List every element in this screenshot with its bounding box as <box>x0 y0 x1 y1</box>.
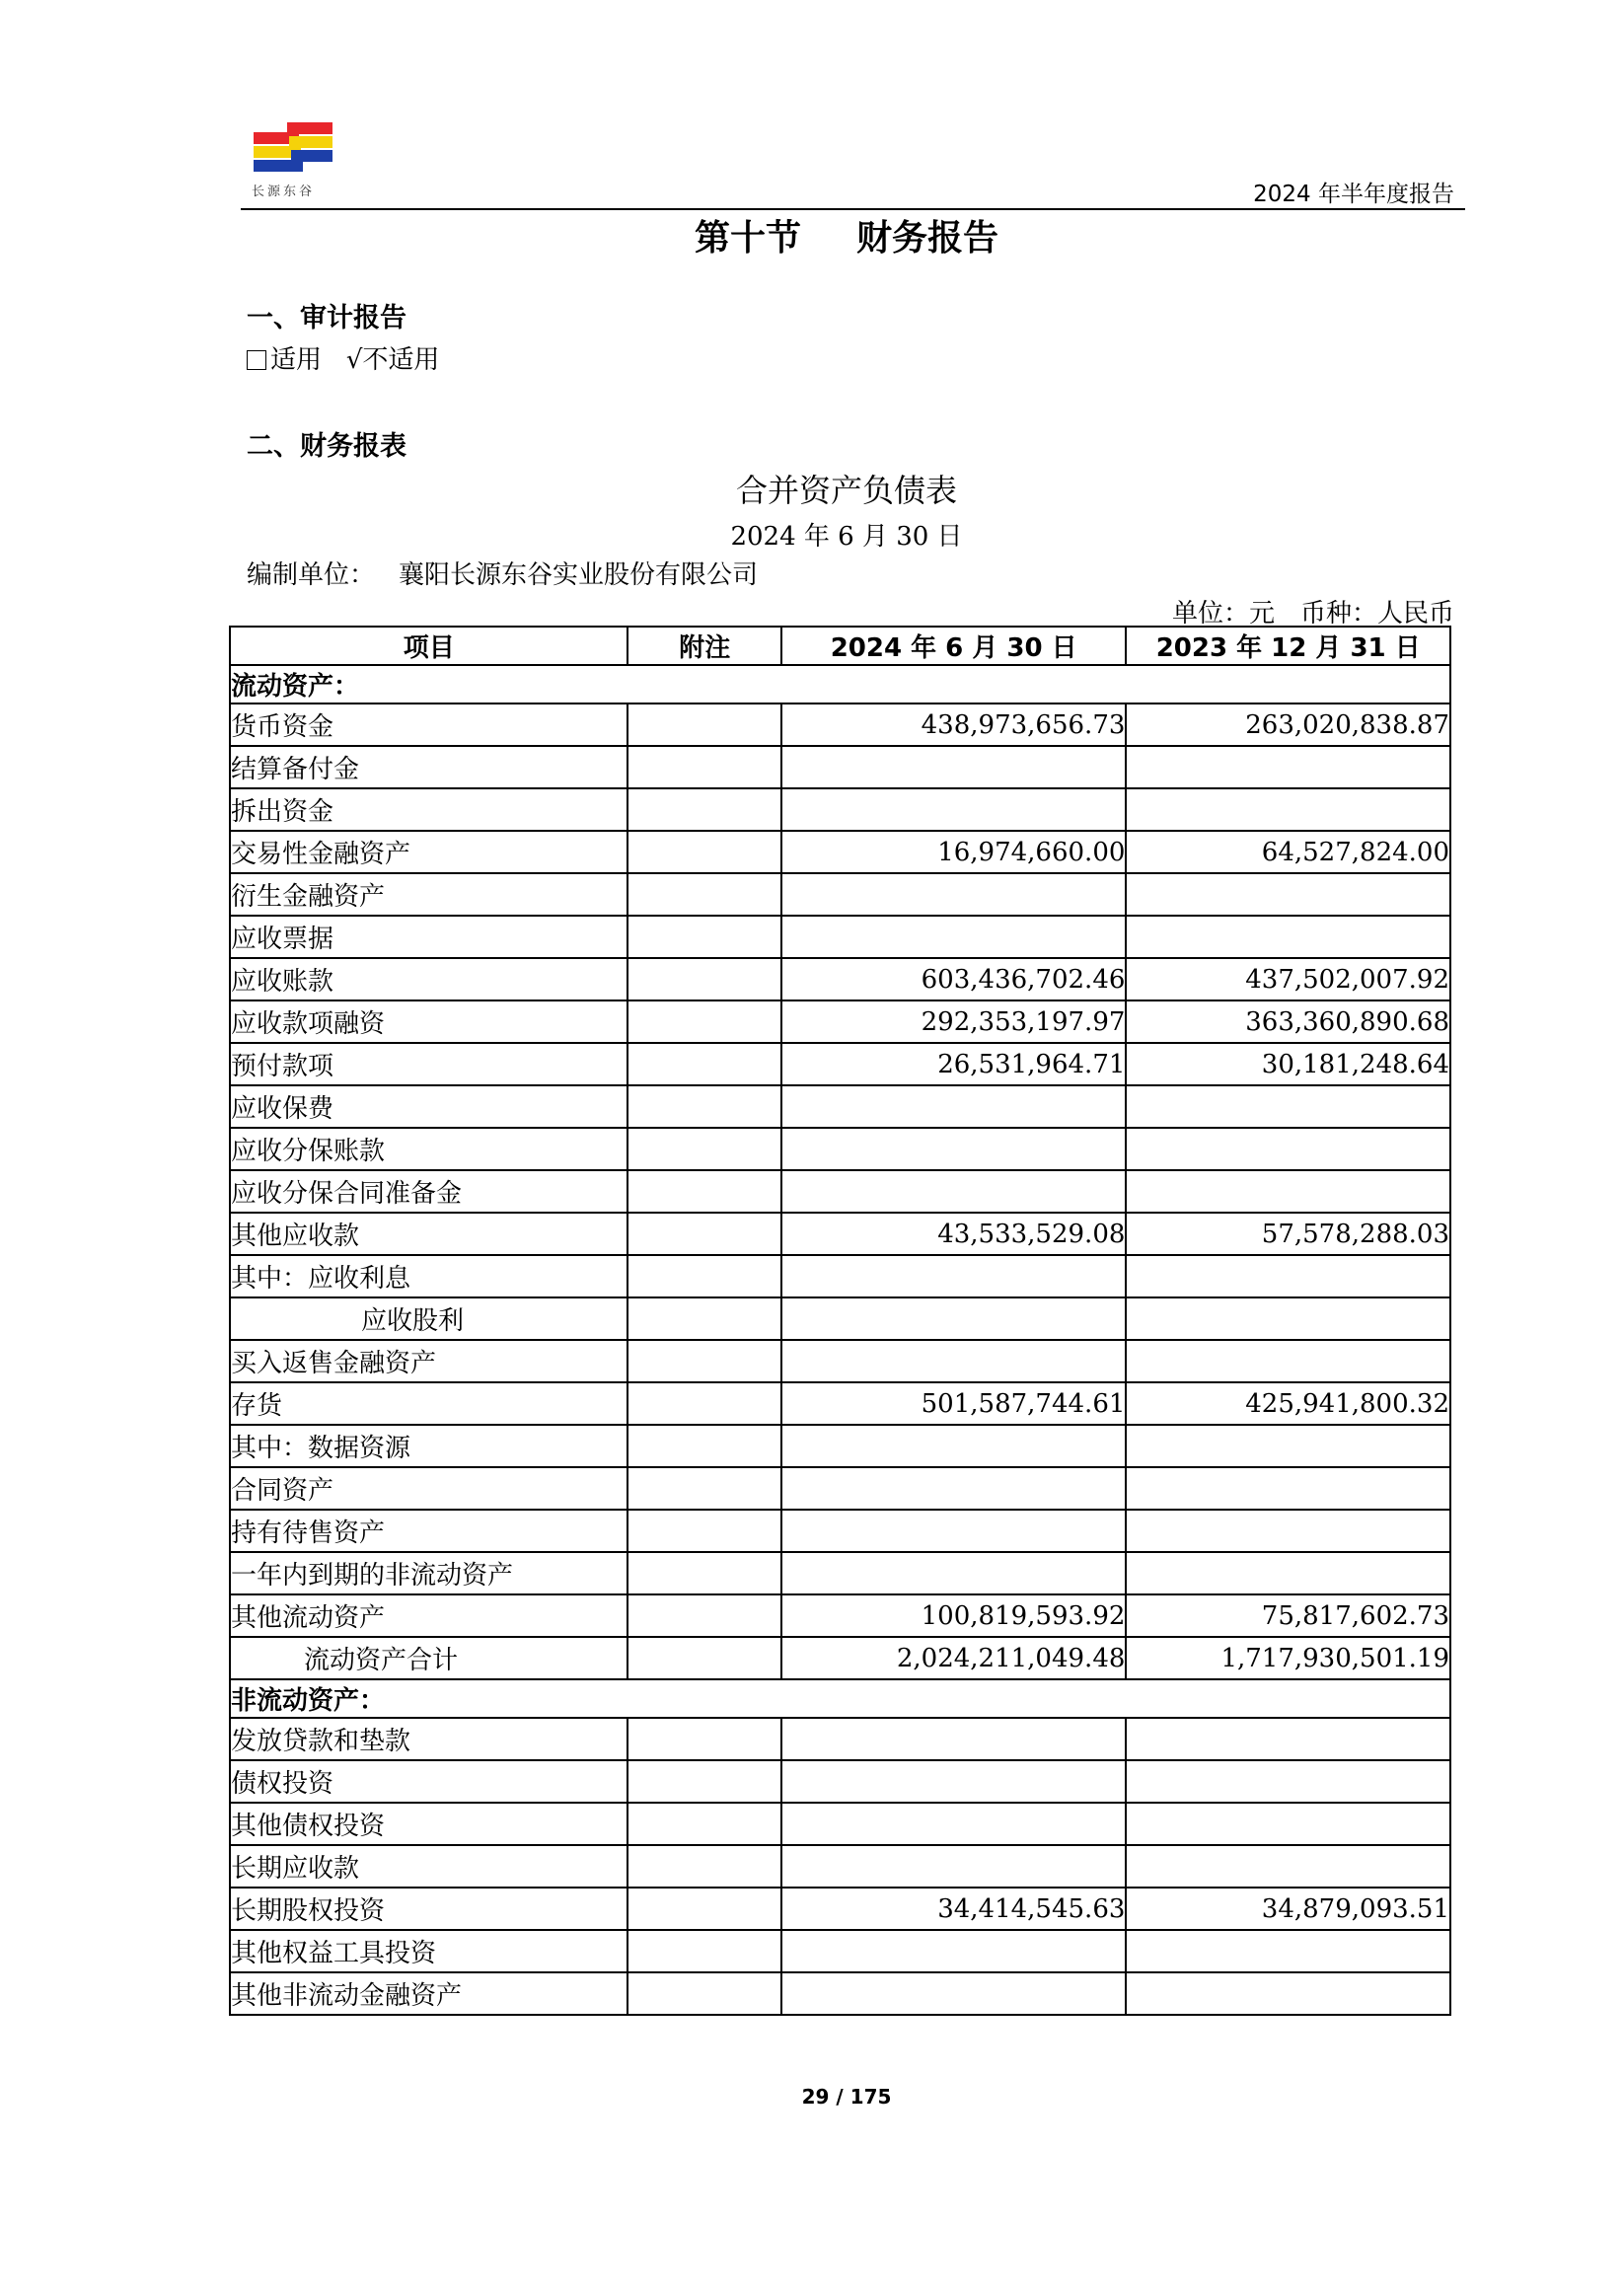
table-row <box>230 1128 1450 1170</box>
row-label: 长期股权投资 <box>230 1888 627 1930</box>
row-label: 合同资产 <box>230 1467 627 1510</box>
row-prior-value: 1,717,930,501.19 <box>1126 1637 1450 1679</box>
row-label: 应收票据 <box>230 916 627 958</box>
row-note <box>627 1425 780 1467</box>
table-row <box>230 1043 1450 1085</box>
row-current-value: 2,024,211,049.48 <box>781 1637 1126 1679</box>
row-prior-value: 57,578,288.03 <box>1126 1213 1450 1255</box>
table-row <box>230 958 1450 1000</box>
table-category-row <box>230 1679 1450 1718</box>
row-current-value <box>781 1803 1126 1845</box>
category-label: 流动资产： <box>230 665 1450 704</box>
row-current-value <box>781 1128 1126 1170</box>
table-body <box>230 665 1450 2015</box>
row-prior-value <box>1126 746 1450 788</box>
row-current-value: 501,587,744.61 <box>781 1382 1126 1425</box>
statements-heading: 二、财务报表 <box>247 431 406 462</box>
row-note <box>627 1930 780 1972</box>
row-prior-value: 75,817,602.73 <box>1126 1594 1450 1637</box>
table-header-row <box>230 627 1450 665</box>
row-prior-value: 34,879,093.51 <box>1126 1888 1450 1930</box>
row-prior-value <box>1126 1425 1450 1467</box>
row-label: 持有待售资产 <box>230 1510 627 1552</box>
row-label: 流动资产合计 <box>230 1637 627 1679</box>
row-current-value <box>781 1972 1126 2015</box>
table-row <box>230 1510 1450 1552</box>
row-current-value <box>781 1510 1126 1552</box>
table-row <box>230 1888 1450 1930</box>
row-current-value <box>781 746 1126 788</box>
row-note <box>627 1552 780 1594</box>
section-number: 第十节 <box>694 218 801 259</box>
row-prior-value <box>1126 1170 1450 1213</box>
row-note <box>627 1128 780 1170</box>
table-row <box>230 1930 1450 1972</box>
row-label: 其他债权投资 <box>230 1803 627 1845</box>
page-number: 29 / 175 <box>801 2085 892 2109</box>
balance-sheet-table <box>229 626 1451 2016</box>
row-prior-value <box>1126 1085 1450 1128</box>
table-category-row <box>230 665 1450 704</box>
header-current: 2024 年 6 月 30 日 <box>781 627 1126 665</box>
compiler <box>247 555 758 591</box>
row-current-value <box>781 1760 1126 1803</box>
row-current-value <box>781 1085 1126 1128</box>
row-prior-value <box>1126 1845 1450 1888</box>
row-note <box>627 1213 780 1255</box>
row-note <box>627 873 780 916</box>
row-note <box>627 1085 780 1128</box>
row-label: 其他流动资产 <box>230 1594 627 1637</box>
row-note <box>627 958 780 1000</box>
header-note: 附注 <box>627 627 780 665</box>
row-note <box>627 1637 780 1679</box>
row-prior-value <box>1126 873 1450 916</box>
row-prior-value: 263,020,838.87 <box>1126 704 1450 746</box>
table-title: 合并资产负债表 <box>735 472 957 509</box>
row-current-value: 26,531,964.71 <box>781 1043 1126 1085</box>
row-current-value <box>781 1552 1126 1594</box>
row-current-value: 438,973,656.73 <box>781 704 1126 746</box>
row-current-value <box>781 1170 1126 1213</box>
row-note <box>627 1510 780 1552</box>
row-current-value <box>781 1845 1126 1888</box>
table-row <box>230 1552 1450 1594</box>
row-note <box>627 916 780 958</box>
table-row <box>230 1255 1450 1297</box>
row-prior-value <box>1126 1552 1450 1594</box>
row-label: 应收分保账款 <box>230 1128 627 1170</box>
row-current-value <box>781 1340 1126 1382</box>
table-row <box>230 1845 1450 1888</box>
category-label: 非流动资产： <box>230 1679 1450 1718</box>
table-row <box>230 1803 1450 1845</box>
table-row <box>230 831 1450 873</box>
row-prior-value <box>1126 1467 1450 1510</box>
table-row <box>230 1382 1450 1425</box>
row-note <box>627 1845 780 1888</box>
row-current-value: 16,974,660.00 <box>781 831 1126 873</box>
row-prior-value <box>1126 1718 1450 1760</box>
report-label: 2024 年半年度报告 <box>1253 182 1454 207</box>
row-prior-value <box>1126 1930 1450 1972</box>
row-prior-value: 64,527,824.00 <box>1126 831 1450 873</box>
row-note <box>627 1594 780 1637</box>
table-row <box>230 1467 1450 1510</box>
table-date: 2024 年 6 月 30 日 <box>730 522 963 552</box>
audit-heading: 一、审计报告 <box>247 303 406 333</box>
table-row <box>230 1760 1450 1803</box>
row-note <box>627 704 780 746</box>
row-label: 预付款项 <box>230 1043 627 1085</box>
row-current-value: 292,353,197.97 <box>781 1000 1126 1043</box>
row-prior-value <box>1126 1803 1450 1845</box>
row-label: 衍生金融资产 <box>230 873 627 916</box>
table-row <box>230 1718 1450 1760</box>
row-current-value <box>781 788 1126 831</box>
row-label: 长期应收款 <box>230 1845 627 1888</box>
row-note <box>627 831 780 873</box>
row-prior-value: 363,360,890.68 <box>1126 1000 1450 1043</box>
row-prior-value <box>1126 1297 1450 1340</box>
row-prior-value <box>1126 1972 1450 2015</box>
row-label: 应收分保合同准备金 <box>230 1170 627 1213</box>
row-note <box>627 1803 780 1845</box>
row-label: 其他权益工具投资 <box>230 1930 627 1972</box>
row-note <box>627 1382 780 1425</box>
row-prior-value <box>1126 1340 1450 1382</box>
row-current-value: 34,414,545.63 <box>781 1888 1126 1930</box>
row-note <box>627 1000 780 1043</box>
table-row <box>230 1297 1450 1340</box>
row-prior-value <box>1126 1128 1450 1170</box>
row-label: 应收款项融资 <box>230 1000 627 1043</box>
row-note <box>627 788 780 831</box>
row-note <box>627 1170 780 1213</box>
row-label: 其他应收款 <box>230 1213 627 1255</box>
row-prior-value <box>1126 1760 1450 1803</box>
table-row <box>230 1425 1450 1467</box>
row-prior-value: 437,502,007.92 <box>1126 958 1450 1000</box>
row-note <box>627 1297 780 1340</box>
company-logo <box>252 118 334 178</box>
row-current-value <box>781 1467 1126 1510</box>
row-label: 结算备付金 <box>230 746 627 788</box>
row-current-value <box>781 916 1126 958</box>
table-row <box>230 873 1450 916</box>
row-prior-value <box>1126 1255 1450 1297</box>
row-label: 发放贷款和垫款 <box>230 1718 627 1760</box>
header-prior: 2023 年 12 月 31 日 <box>1126 627 1450 665</box>
row-current-value <box>781 1425 1126 1467</box>
row-label: 拆出资金 <box>230 788 627 831</box>
row-prior-value <box>1126 1510 1450 1552</box>
row-label: 应收账款 <box>230 958 627 1000</box>
row-current-value: 100,819,593.92 <box>781 1594 1126 1637</box>
table-row <box>230 1170 1450 1213</box>
row-label: 其他非流动金融资产 <box>230 1972 627 2015</box>
row-label: 应收股利 <box>230 1297 627 1340</box>
row-label: 交易性金融资产 <box>230 831 627 873</box>
row-current-value: 43,533,529.08 <box>781 1213 1126 1255</box>
table-row <box>230 1972 1450 2015</box>
row-label: 其中：数据资源 <box>230 1425 627 1467</box>
audit-applicability <box>247 339 439 376</box>
option-not-applicable: √不适用 <box>345 345 440 375</box>
row-note <box>627 1760 780 1803</box>
row-label: 货币资金 <box>230 704 627 746</box>
section-title <box>0 210 1624 260</box>
compiler-label: 编制单位： <box>247 560 376 590</box>
row-prior-value <box>1126 788 1450 831</box>
row-note <box>627 1043 780 1085</box>
row-label: 存货 <box>230 1382 627 1425</box>
row-current-value: 603,436,702.46 <box>781 958 1126 1000</box>
unit-currency: 单位：元 币种：人民币 <box>1171 599 1454 629</box>
row-label: 买入返售金融资产 <box>230 1340 627 1382</box>
row-note <box>627 1972 780 2015</box>
row-label: 一年内到期的非流动资产 <box>230 1552 627 1594</box>
option-applicable: 适用 <box>270 345 323 375</box>
checkbox-icon <box>247 350 266 370</box>
compiler-name: 襄阳长源东谷实业股份有限公司 <box>399 560 759 590</box>
row-note <box>627 1888 780 1930</box>
table-row <box>230 1000 1450 1043</box>
section-name: 财务报告 <box>856 218 999 259</box>
table-total-row <box>230 1637 1450 1679</box>
table-row <box>230 1213 1450 1255</box>
row-prior-value <box>1126 916 1450 958</box>
table-row <box>230 746 1450 788</box>
table-row <box>230 788 1450 831</box>
row-current-value <box>781 1930 1126 1972</box>
row-label: 应收保费 <box>230 1085 627 1128</box>
header-item: 项目 <box>230 627 627 665</box>
row-label: 债权投资 <box>230 1760 627 1803</box>
row-note <box>627 1467 780 1510</box>
row-current-value <box>781 1297 1126 1340</box>
row-prior-value: 30,181,248.64 <box>1126 1043 1450 1085</box>
row-note <box>627 1718 780 1760</box>
row-prior-value: 425,941,800.32 <box>1126 1382 1450 1425</box>
row-current-value <box>781 1255 1126 1297</box>
logo-text: 长源东谷 <box>252 185 316 199</box>
row-current-value <box>781 873 1126 916</box>
row-label: 其中：应收利息 <box>230 1255 627 1297</box>
row-note <box>627 746 780 788</box>
table-row <box>230 1085 1450 1128</box>
table-row <box>230 704 1450 746</box>
table-row <box>230 916 1450 958</box>
table-row <box>230 1594 1450 1637</box>
row-note <box>627 1255 780 1297</box>
table-row <box>230 1340 1450 1382</box>
row-note <box>627 1340 780 1382</box>
row-current-value <box>781 1718 1126 1760</box>
